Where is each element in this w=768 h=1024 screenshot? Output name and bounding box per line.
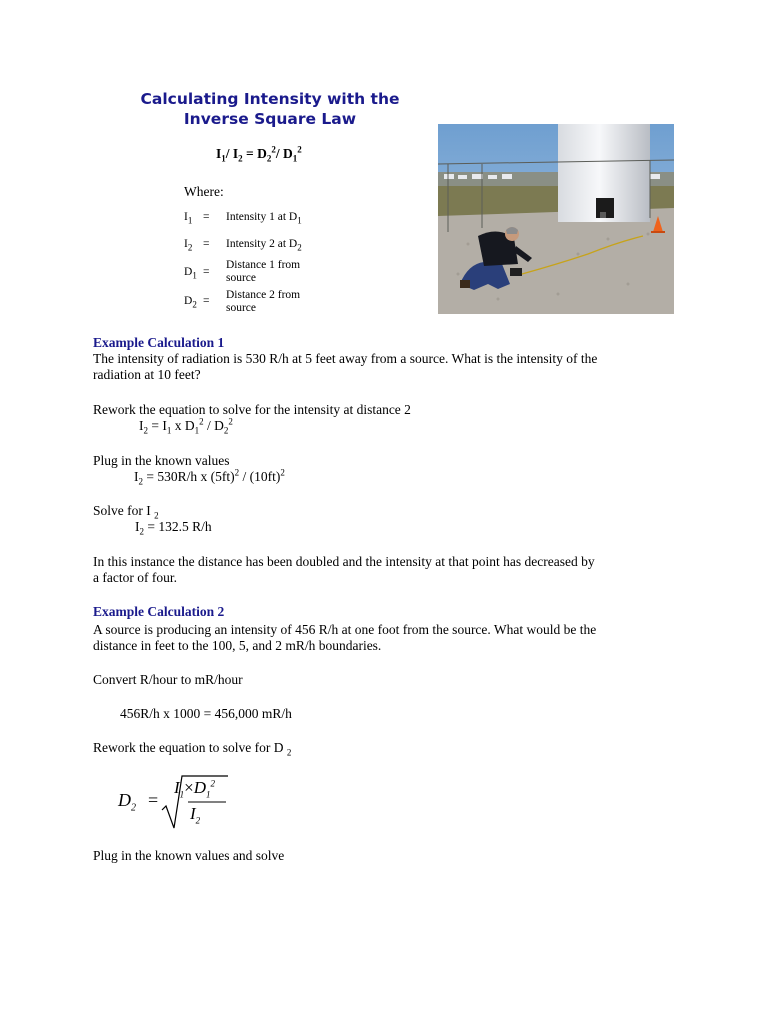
definition-eq-i1: = xyxy=(203,211,210,223)
definition-eq-d2: = xyxy=(203,295,210,307)
example-1-rework: Rework the equation to solve for the intensity at distance 2 xyxy=(93,402,411,417)
example-2-convert: Convert R/hour to mR/hour xyxy=(93,672,243,687)
example-1-heading: Example Calculation 1 xyxy=(93,335,225,350)
example-2-problem: A source is producing an intensity of 456 R/h at one foot from the source. What would be the distance in feet to the 100, 5, and 2 mR/h boundaries. xyxy=(93,622,597,653)
example-2-heading: Example Calculation 2 xyxy=(93,604,225,619)
definition-eq-i2: = xyxy=(203,238,210,250)
photo-illustration xyxy=(438,124,674,314)
example-2-conversion: 456R/h x 1000 = 456,000 mR/h xyxy=(120,706,292,721)
definition-desc-i2: Intensity 2 at $D_2$ xyxy=(226,238,302,253)
definition-sym-d2: $D_2$ xyxy=(184,295,197,310)
page-title xyxy=(105,89,435,129)
d2-formula xyxy=(118,774,248,834)
example-1-equation-1: $I_2 = I_1$ x $D_1^2 / D_2^2$ xyxy=(139,416,233,436)
d2-formula-equals: = xyxy=(148,790,159,810)
example-1-problem: The intensity of radiation is 530 R/h at 5 feet away from a source. What is the intensity of the radiation at 10 feet? xyxy=(93,351,598,382)
where-label: Where: xyxy=(184,184,224,199)
example-1-equation-3: $I_2 = 132.5$ R/h xyxy=(135,519,212,537)
definition-desc-d2: Distance 2 from source xyxy=(226,289,301,314)
example-1-conclusion: In this instance the distance has been doubled and the intensity at that point has decreased by a factor of four. xyxy=(93,554,595,585)
title-line-1: Calculating Intensity with the xyxy=(140,90,400,108)
example-1-solve: Solve for I $_2$ xyxy=(93,503,159,521)
definition-sym-i2: $I_2$ xyxy=(184,238,193,253)
d2-formula-numerator: $I_1\times D_1^2$ xyxy=(174,778,216,800)
definition-eq-d1: = xyxy=(203,266,210,278)
d2-formula-denominator: $I_2$ xyxy=(190,804,201,826)
definition-sym-d1: $D_1$ xyxy=(184,266,197,281)
title-line-2: Inverse Square Law xyxy=(183,110,357,128)
example-1-equation-2: $I_2 = 530R/h$ x $(5ft)^2 / (10ft)^2$ xyxy=(134,467,285,487)
field-photo xyxy=(438,124,674,314)
example-1-plug: Plug in the known values xyxy=(93,453,230,468)
main-formula: $I_1/$ $I_2 = D_2^2/$ $D_1^2$ xyxy=(216,144,302,164)
example-2-plug-solve: Plug in the known values and solve xyxy=(93,848,285,863)
d2-formula-lhs: $D_2$ xyxy=(118,790,136,814)
definition-desc-d1: Distance 1 from source xyxy=(226,259,301,284)
definition-sym-i1: $I_1$ xyxy=(184,211,193,226)
definition-desc-i1: Intensity 1 at $D_1$ xyxy=(226,211,302,226)
example-2-rework: Rework the equation to solve for D $_2$ xyxy=(93,740,292,758)
